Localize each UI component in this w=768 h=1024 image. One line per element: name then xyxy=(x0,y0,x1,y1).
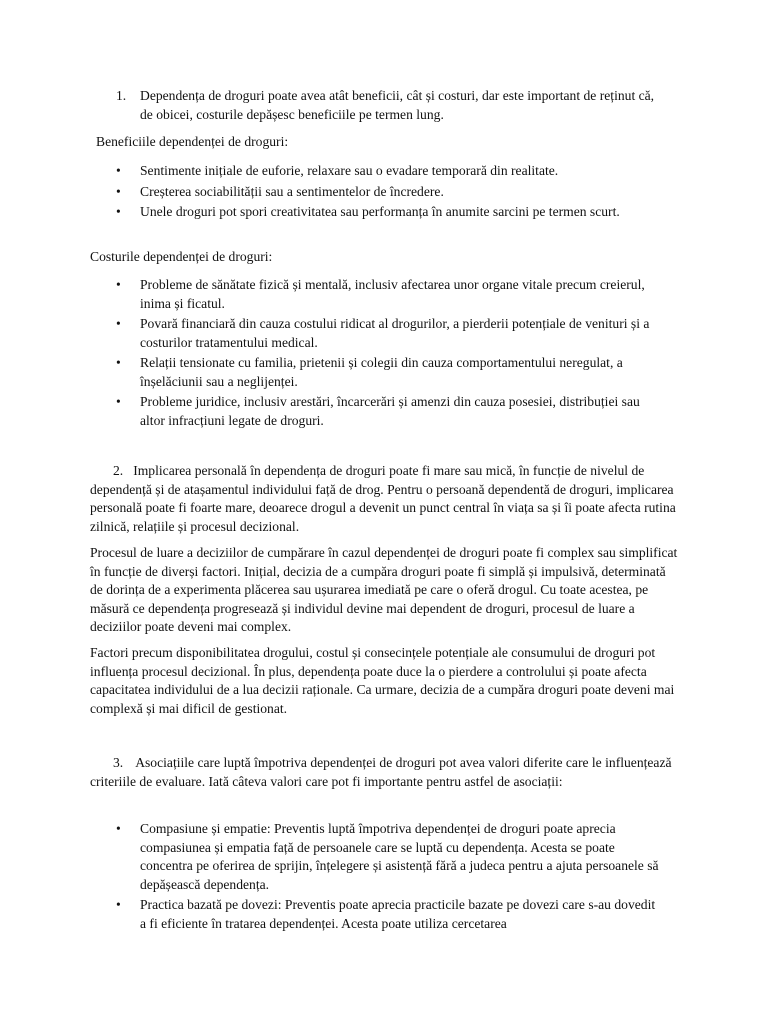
list-item: • Unele droguri pot spori creativitatea sau performanța în anumite sarcini pe termen scurt. xyxy=(116,204,620,219)
section-2-paragraph-2: Procesul de luare a deciziilor de cumpărare în cazul dependenței de droguri poate fi complex sau simplificat în funcție de diverși factori. Inițial, decizia de a cumpăra droguri poate fi simplă și impulsivă, determinată de dorința de a experimenta plăcerea sau ușurarea imediată pe care o oferă drogul. Cu toate acestea, pe măsură ce dependența progresează și individul devine mai dependent de droguri, procesul de luare a deciziilor poate deveni mai complex. xyxy=(90,545,678,634)
section-2-paragraph-3: Factori precum disponibilitatea drogului, costul și consecințele potențiale ale consumului de droguri pot influența procesul decizional. În plus, dependența poate duce la o pierdere a controlului și poate afecta capacitatea individului de a lua decizii raționale. Ca urmare, decizia de a cumpăra droguri poate deveni mai complexă și mai dificil de gestionat. xyxy=(90,645,675,716)
benefits-heading: Beneficiile dependenței de droguri: xyxy=(96,134,289,149)
section-3-paragraph xyxy=(90,754,678,791)
section-3-paragraph-text: Asociațiile care luptă împotriva dependenței de droguri pot avea valori diferite care le influențează criteriile de evaluare. Iată câteva valori care pot fi importante pentru astfel de asociații: xyxy=(90,755,672,789)
section-2-paragraph-1-text: Implicarea personală în dependența de droguri poate fi mare sau mică, în funcție de nivelul de dependență și de atașamentul individului față de drog. Pentru o persoană dependentă de droguri, implicarea personală poate fi foarte mare, deoarece drogul a devenit un punct central în viața sa și îi poate afecta rutina zilnică, relațiile și procesul decizional. xyxy=(90,463,676,534)
list-item: • Probleme juridice, inclusiv arestări, încarcerări și amenzi din cauza posesiei, distribuției sau altor infracțiuni legate de droguri. xyxy=(116,394,640,428)
list-item: • Relații tensionate cu familia, prietenii și colegii din cauza comportamentului neregulat, a înșelăciunii sau a neglijenței. xyxy=(116,355,623,389)
list-item: • Creșterea sociabilității sau a sentimentelor de încredere. xyxy=(116,183,444,199)
list-item: • Povară financiară din cauza costului ridicat al drogurilor, a pierderii potențiale de venituri și a costurilor tratamentului medical. xyxy=(116,316,650,350)
benefits-list xyxy=(90,162,664,224)
list-item: • Compasiune și empatie: Preventis luptă împotriva dependenței de droguri poate aprecia compasiunea și empatia față de persoanele care se luptă cu dependența. Acesta se poate concentra pe oferirea de sprijin, înțelegere și asistență fără a judeca pentru a ajuta persoanele să depășească dependența. xyxy=(116,821,659,892)
list-item: • Probleme de sănătate fizică și mentală, inclusiv afectarea unor organe vitale precum creierul, inima și ficatul. xyxy=(116,277,645,311)
costs-heading: Costurile dependenței de droguri: xyxy=(90,249,273,264)
section-1-number: 1. xyxy=(116,88,127,103)
values-list xyxy=(90,820,664,935)
section-3-number: 3. xyxy=(113,755,124,770)
section-2-paragraph-1 xyxy=(90,462,678,536)
section-2-number: 2. xyxy=(113,463,124,478)
list-item: • Practica bazată pe dovezi: Preventis poate aprecia practicile bazate pe dovezi care s-au dovedit a fi eficiente în tratarea dependenței. Acesta poate utiliza cercetarea xyxy=(116,897,656,931)
list-item: • Sentimente inițiale de euforie, relaxare sau o evadare temporară din realitate. xyxy=(116,163,559,178)
costs-list xyxy=(90,276,664,432)
section-1-intro-text: Dependența de droguri poate avea atât beneficii, cât și costuri, dar este important de reținut că, de obicei, costurile depășesc beneficiile pe termen lung. xyxy=(140,88,655,122)
section-1-intro xyxy=(116,87,662,124)
